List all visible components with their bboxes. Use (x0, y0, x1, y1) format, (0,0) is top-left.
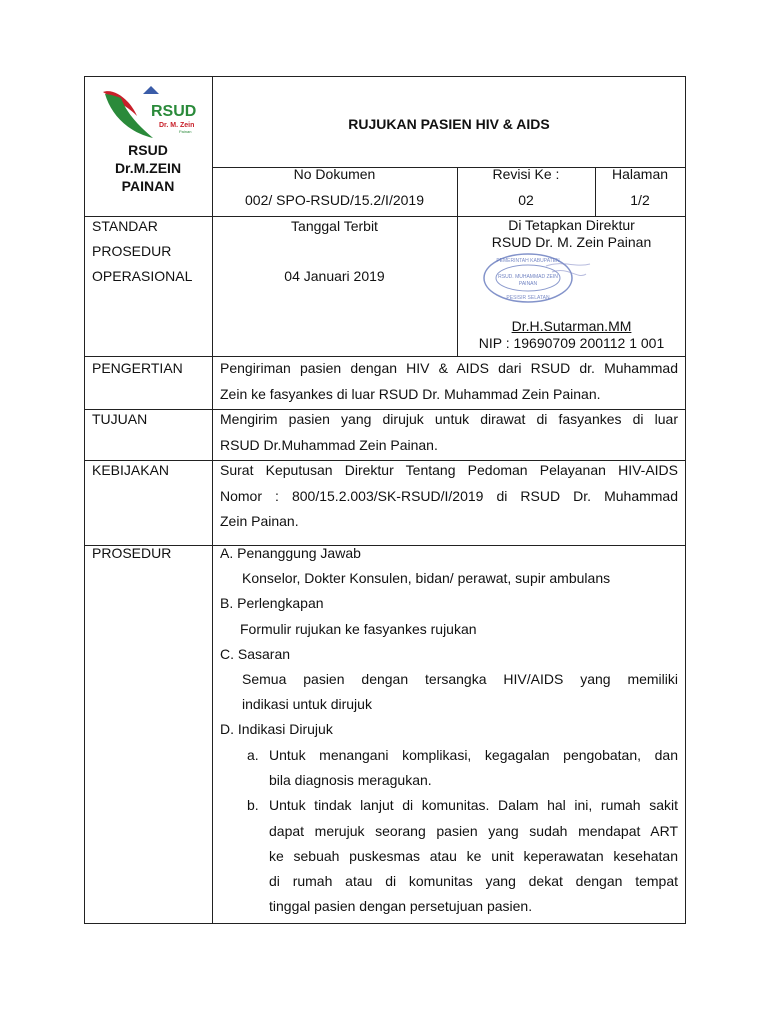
stamp-center-text: RSUD. MUHAMMAD ZEIN (498, 274, 558, 280)
logo-text: RSUD (151, 103, 197, 120)
prosedur-d-a-marker: a. (247, 747, 259, 763)
prosedur-label: PROSEDUR (92, 545, 172, 561)
prosedur-d-b-marker: b. (247, 797, 259, 813)
revisi-label: Revisi Ke : (492, 166, 560, 182)
tanggal-terbit-label: Tanggal Terbit (291, 218, 378, 234)
no-dokumen-value: 002/ SPO-RSUD/15.2/I/2019 (245, 192, 424, 208)
prosedur-d-a-line-1: Untuk menangani komplikasi, kegagalan pengobatan, dan (269, 747, 678, 763)
ditetapkan-line-1: Di Tetapkan Direktur (508, 217, 635, 233)
official-stamp (482, 252, 594, 304)
border-top (84, 76, 686, 77)
tujuan-label: TUJUAN (92, 411, 148, 427)
kebijakan-line-3: Zein Painan. (220, 513, 299, 529)
prosedur-d-b-line-4: di rumah atau di komunitas yang dekat dengan tempat (269, 873, 678, 889)
logo-green-swoosh (105, 94, 153, 138)
prosedur-c-body-2: indikasi untuk dirujuk (242, 696, 372, 712)
prosedur-d-b-line-1: Untuk tindak lanjut di komunitas. Dalam hal ini, rumah sakit (269, 797, 678, 813)
rsud-logo (99, 84, 199, 144)
halaman-label: Halaman (611, 166, 669, 182)
rule-after-kebijakan (84, 545, 686, 546)
pengertian-line-2: Zein ke fasyankes di luar RSUD Dr. Muhammad Zein Painan. (220, 386, 601, 402)
prosedur-b-body: Formulir rujukan ke fasyankes rujukan (240, 621, 477, 637)
tujuan-line-1: Mengirim pasien yang dirujuk untuk dirawat di fasyankes di luar (220, 411, 678, 427)
border-left (84, 76, 85, 924)
ditetapkan-line-2: RSUD Dr. M. Zein Painan (491, 234, 652, 250)
signer-name: Dr.H.Sutarman.MM (511, 318, 632, 334)
org-line-3: PAINAN (121, 178, 175, 194)
kebijakan-label: KEBIJAKAN (92, 462, 170, 478)
spo-label-line-1: STANDAR (92, 218, 158, 234)
prosedur-a-body: Konselor, Dokter Konsulen, bidan/ perawat, supir ambulans (242, 570, 611, 586)
border-right (685, 76, 686, 924)
prosedur-b-heading: B. Perlengkapan (220, 595, 324, 611)
sop-document (84, 76, 686, 924)
halaman-value: 1/2 (630, 192, 650, 208)
prosedur-d-b-line-3: ke sebuah puskesmas atau ke unit keperawatan kesehatan (269, 848, 678, 864)
spo-label-line-2: PROSEDUR (92, 243, 172, 259)
document-title: RUJUKAN PASIEN HIV & AIDS (348, 116, 550, 132)
logo-subtext-2: Painan (179, 129, 192, 134)
stamp-center-text-2: PAINAN (518, 281, 538, 287)
prosedur-d-a-line-2: bila diagnosis meragukan. (269, 772, 432, 788)
org-line-2: Dr.M.ZEIN (114, 160, 182, 176)
no-dokumen-label: No Dokumen (293, 166, 376, 182)
stamp-bottom-text: PESISIR SELATAN (506, 295, 550, 301)
border-bottom (84, 923, 686, 924)
prosedur-c-heading: C. Sasaran (220, 646, 291, 662)
tanggal-terbit-value: 04 Januari 2019 (284, 268, 385, 284)
logo-blue-peak (143, 86, 159, 94)
prosedur-d-b-line-5: tinggal pasien dengan persetujuan pasien. (269, 898, 533, 914)
revisi-value: 02 (518, 192, 534, 208)
prosedur-a-heading: A. Penanggung Jawab (220, 545, 361, 561)
kebijakan-line-1: Surat Keputusan Direktur Tentang Pedoman Pelayanan HIV-AIDS (220, 462, 678, 478)
tujuan-line-2: RSUD Dr.Muhammad Zein Painan. (220, 437, 438, 453)
prosedur-c-body-1: Semua pasien dengan tersangka HIV/AIDS yang memiliki (242, 671, 678, 687)
prosedur-d-heading: D. Indikasi Dirujuk (220, 721, 333, 737)
prosedur-d-b-line-2: dapat merujuk seorang pasien yang sudah mendapat ART (269, 823, 678, 839)
kebijakan-line-2: Nomor : 800/15.2.003/SK-RSUD/I/2019 di RSUD Dr. Muhammad (220, 488, 678, 504)
stamp-top-text: PEMERINTAH KABUPATEN (496, 258, 560, 264)
pengertian-line-1: Pengiriman pasien dengan HIV & AIDS dari RSUD dr. Muhammad (220, 360, 678, 376)
signer-nip: NIP : 19690709 200112 1 001 (478, 335, 665, 351)
pengertian-label: PENGERTIAN (92, 360, 183, 376)
spo-label-line-3: OPERASIONAL (92, 268, 193, 284)
org-line-1: RSUD (128, 142, 168, 158)
logo-subtext: Dr. M. Zein (159, 122, 195, 129)
